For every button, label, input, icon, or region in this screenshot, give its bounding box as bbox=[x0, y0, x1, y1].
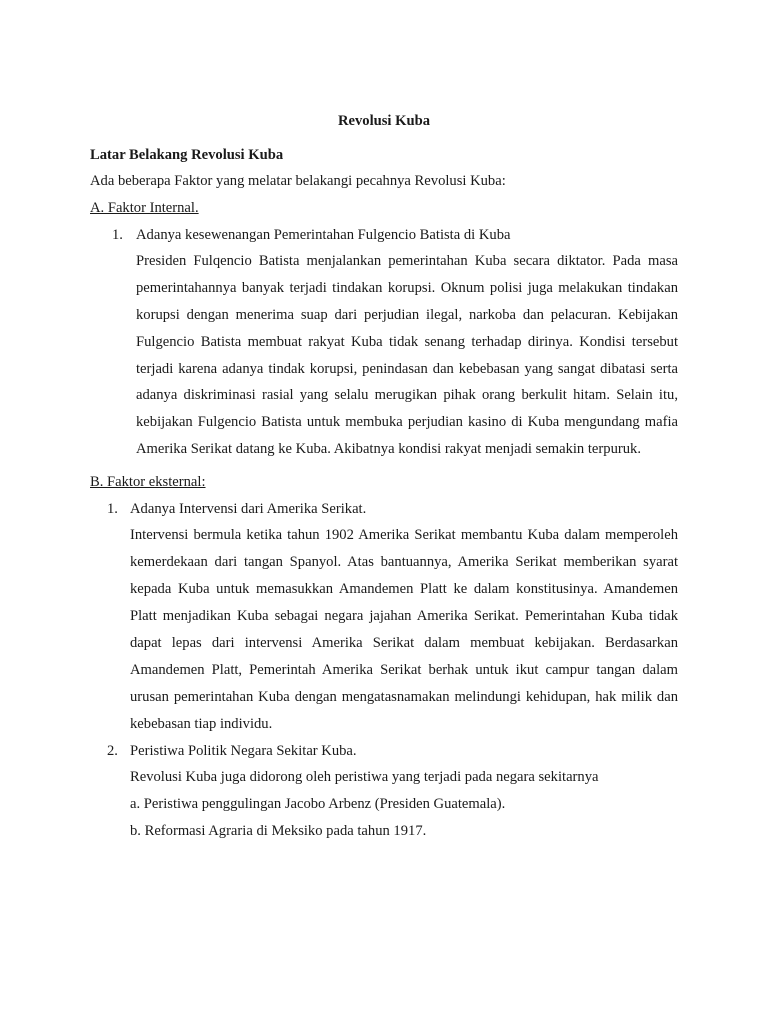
item-body: Revolusi Kuba juga didorong oleh peristiwa yang terjadi pada negara sekitarnya bbox=[130, 769, 599, 786]
item-title: Adanya kesewenangan Pemerintahan Fulgencio Batista di Kuba bbox=[136, 226, 511, 243]
document-page bbox=[90, 108, 678, 845]
item-title: Adanya Intervensi dari Amerika Serikat. bbox=[130, 500, 367, 517]
sub-item-b: b. Reformasi Agraria di Meksiko pada tahun 1917. bbox=[130, 823, 427, 840]
item-number: 2. bbox=[107, 742, 118, 759]
section-a-heading: A. Faktor Internal. bbox=[90, 199, 199, 216]
section-b-list bbox=[90, 496, 678, 846]
item-body: Presiden Fulqencio Batista menjalankan pemerintahan Kuba secara diktator. Pada masa pemerintahannya banyak terjadi tindakan korupsi. Oknum polisi juga melakukan tindakan korupsi dengan menerima suap dari perjudian ilegal, narkoba dan pelacuran. Kebijakan Fulgencio Batista membuat rakyat Kuba tidak senang terhadap dirinya. Kondisi tersebut terjadi karena adanya tindak korupsi, penindasan dan kebebasan yang sangat dibatasi serta adanya diskriminasi rasial yang selalu merugikan pihak orang berkulit hitam. Selain itu, kebijakan Fulgencio Batista untuk membuka perjudian kasino di Kuba mengundang mafia Amerika Serikat datang ke Kuba. Akibatnya kondisi rakyat menjadi semakin terpuruk. bbox=[136, 253, 678, 457]
intro-paragraph: Ada beberapa Faktor yang melatar belakangi pecahnya Revolusi Kuba: bbox=[90, 173, 506, 189]
item-number: 1. bbox=[112, 226, 123, 243]
document-subtitle: Latar Belakang Revolusi Kuba bbox=[90, 147, 284, 163]
list-item bbox=[90, 222, 678, 463]
section-b-heading: B. Faktor eksternal: bbox=[90, 473, 206, 490]
item-number: 1. bbox=[107, 500, 118, 517]
list-item bbox=[90, 496, 678, 738]
section-a-list bbox=[90, 222, 678, 463]
item-title: Peristiwa Politik Negara Sekitar Kuba. bbox=[130, 742, 357, 759]
document-title: Revolusi Kuba bbox=[337, 113, 431, 129]
sub-item-a: a. Peristiwa penggulingan Jacobo Arbenz (Presiden Guatemala). bbox=[130, 796, 506, 813]
item-body: Intervensi bermula ketika tahun 1902 Amerika Serikat membantu Kuba dalam memperoleh kemerdekaan dari tangan Spanyol. Atas bantuannya, Amerika Serikat memberikan syarat kepada Kuba untuk memasukkan Amandemen Platt ke dalam konstitusinya. Amandemen Platt menjadikan Kuba sebagai negara jajahan Amerika Serikat. Pemerintahan Kuba tidak dapat lepas dari intervensi Amerika Serikat dalam membuat kebijakan. Berdasarkan Amandemen Platt, Pemerintah Amerika Serikat berhak untuk ikut campur tangan dalam urusan pemerintahan Kuba dengan mengatasnamakan melindungi kehidupan, hak milik dan kebebasan tiap individu. bbox=[130, 527, 678, 732]
list-item bbox=[90, 738, 678, 846]
